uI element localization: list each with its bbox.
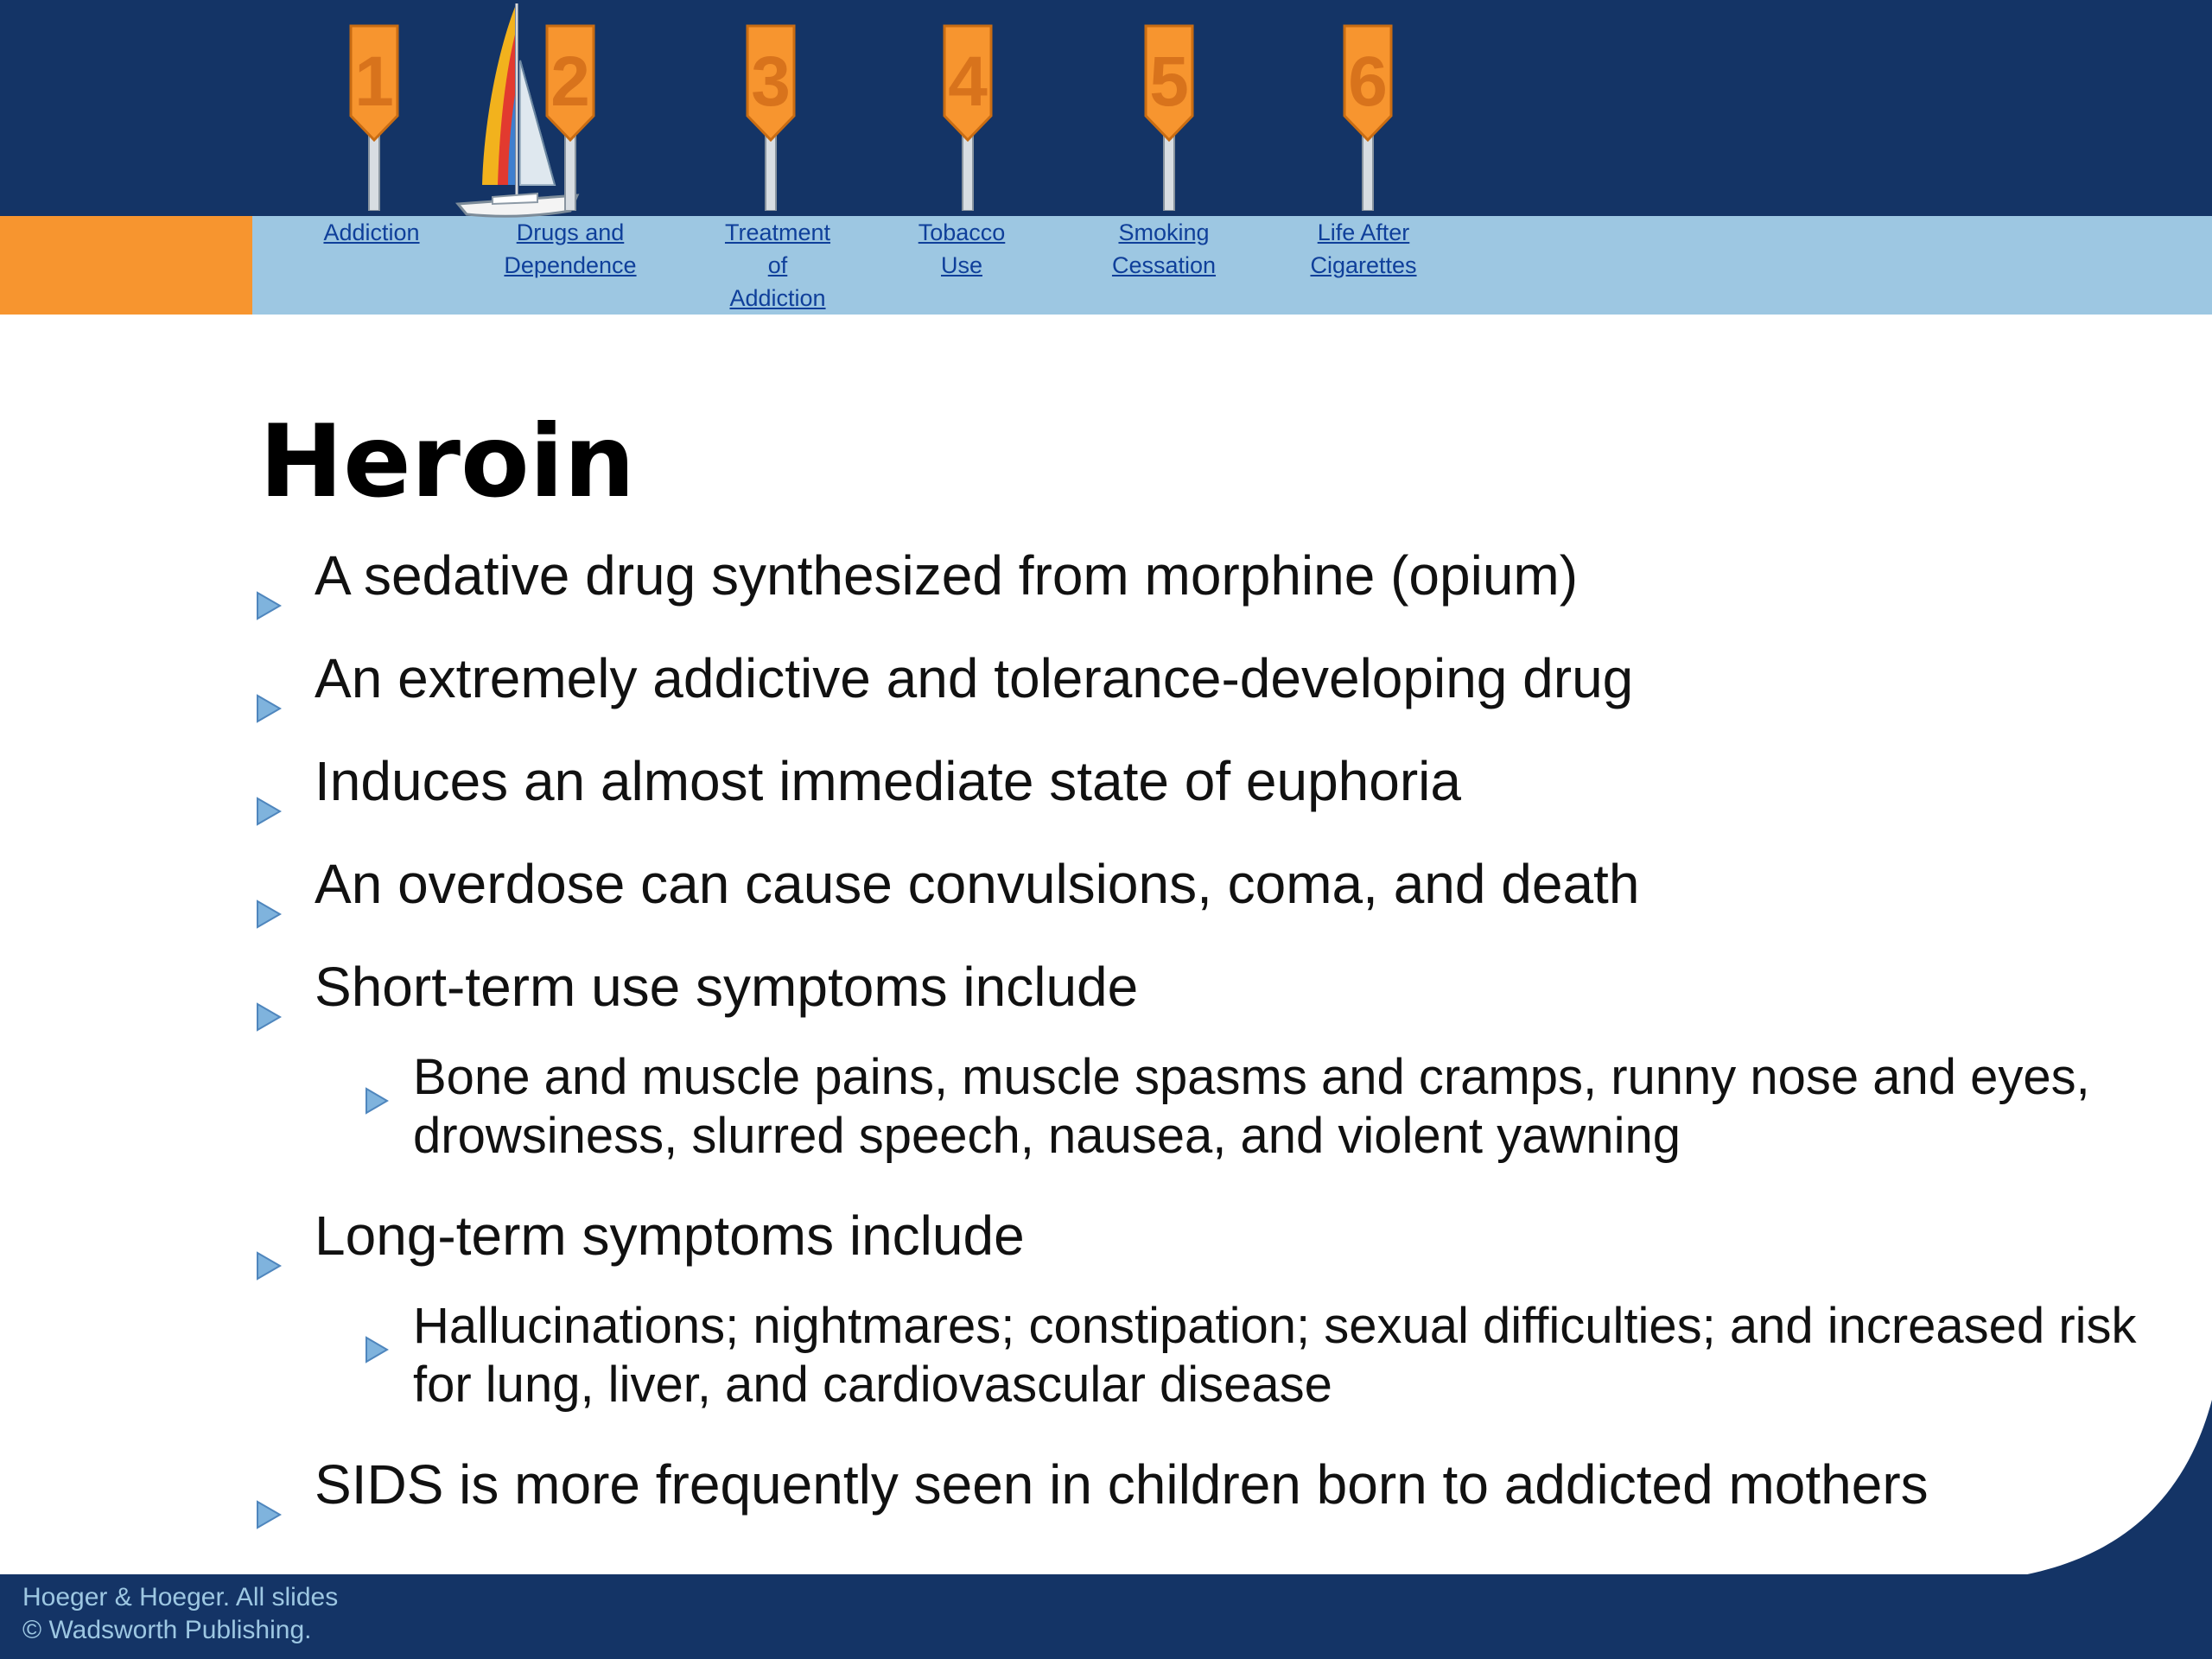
orange-accent-block [0,216,252,315]
bullet-text: A sedative drug synthesized from morphine (opium) [315,544,1579,607]
triangle-bullet-icon [256,569,282,634]
sign-number: 4 [948,42,988,121]
bullet-text: Long-term symptoms include [315,1205,1025,1267]
nav-link-tobacco-use[interactable]: Tobacco Use [918,219,1006,278]
bullet-item [256,748,2139,814]
nav-link-addiction[interactable]: Addiction [323,219,420,245]
sign-number: 5 [1149,42,1189,121]
sign-number: 6 [1348,42,1388,121]
bullet-item [256,645,2139,711]
nav-sign-1[interactable] [347,22,401,211]
triangle-bullet-icon [365,1069,389,1128]
bullet-text: SIDS is more frequently seen in children born to addicted mothers [315,1453,1929,1516]
nav-link-smoking-cessation[interactable]: Smoking Cessation [1111,219,1217,278]
sign-number: 1 [354,42,394,121]
bullet-text: An overdose can cause convulsions, coma, and death [315,853,1640,915]
bullet-item [256,1452,2139,1517]
slide-title: Heroin [259,404,635,520]
bullet-text: An extremely addictive and tolerance-developing drug [315,647,1634,709]
triangle-bullet-icon [256,774,282,840]
sub-bullet-text: Bone and muscle pains, muscle spasms and cramps, runny nose and eyes, drowsiness, slurred speech, nausea, and violent yawning [413,1049,2090,1164]
nav-sign-4[interactable] [941,22,995,211]
nav-sign-6[interactable] [1341,22,1395,211]
sign-number: 3 [751,42,791,121]
footer-line-1: Hoeger & Hoeger. All slides [22,1583,339,1611]
sub-bullet-text: Hallucinations; nightmares; constipation; sexual difficulties; and increased risk for lung, liver, and cardiovascular disease [413,1298,2137,1413]
triangle-bullet-icon [256,1478,282,1543]
sign-number: 2 [550,42,590,121]
bullet-text: Short-term use symptoms include [315,956,1139,1018]
triangle-bullet-icon [256,1229,282,1294]
nav-sign-3[interactable] [744,22,798,211]
bullet-text: Induces an almost immediate state of euphoria [315,750,1461,812]
bullet-item [256,954,2139,1020]
footer-curve [1979,1400,2212,1581]
bullet-item [256,1203,2139,1268]
header-band [0,0,2212,216]
triangle-bullet-icon [256,877,282,943]
nav-sign-5[interactable] [1142,22,1196,211]
bullet-item [256,851,2139,917]
bullet-list [256,543,2139,1554]
triangle-bullet-icon [256,671,282,737]
nav-link-drugs-and-dependence[interactable]: Drugs and Dependence [504,219,637,278]
footer-line-2: © Wadsworth Publishing. [22,1616,312,1644]
footer-credit [22,1581,338,1647]
triangle-bullet-icon [256,980,282,1046]
bullet-item [256,543,2139,608]
nav-link-life-after-cigarettes[interactable]: Life After Cigarettes [1310,219,1417,278]
triangle-bullet-icon [365,1318,389,1376]
sub-bullet-item [256,1297,2139,1414]
sub-bullet-item [256,1048,2139,1166]
nav-link-treatment-of-addiction[interactable]: Treatment of Addiction [724,219,831,311]
nav-sign-2[interactable] [543,22,597,211]
